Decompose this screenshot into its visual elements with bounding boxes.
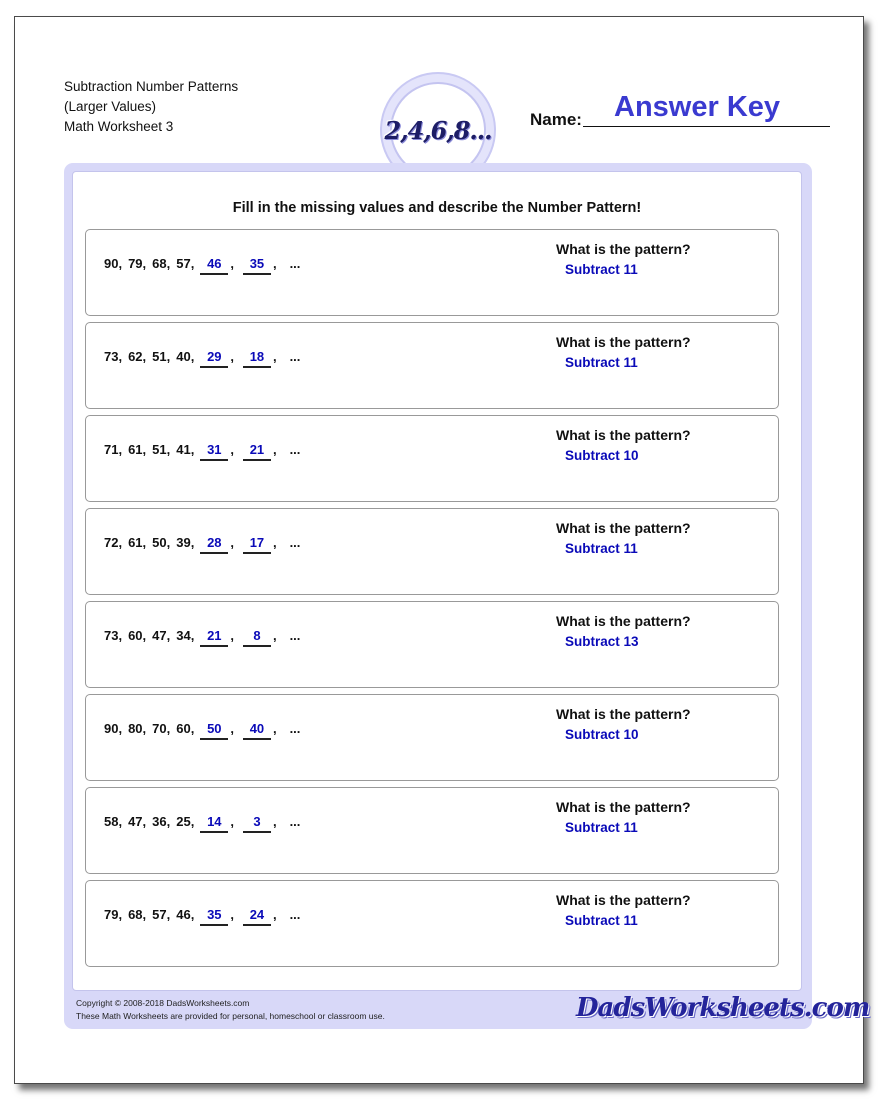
- given-number: 51,: [152, 349, 171, 364]
- given-number: 90,: [104, 256, 123, 271]
- pattern-answer: Subtract 11: [565, 541, 638, 556]
- problem-box: [85, 880, 779, 967]
- comma: ,: [230, 907, 234, 922]
- pattern-question: What is the pattern?: [556, 334, 691, 350]
- number-sequence: [104, 349, 300, 368]
- given-number: 60,: [128, 628, 147, 643]
- given-number: 79,: [104, 907, 123, 922]
- given-number: 71,: [104, 442, 123, 457]
- given-number: 62,: [128, 349, 147, 364]
- ellipsis: ...: [289, 721, 301, 736]
- answer-blank: 28: [200, 535, 228, 554]
- title-line-1: Subtraction Number Patterns: [64, 79, 239, 94]
- answer-blank: 35: [243, 256, 271, 275]
- worksheet-frame: [64, 163, 870, 1029]
- pattern-question: What is the pattern?: [556, 613, 691, 629]
- ellipsis: ...: [289, 535, 301, 550]
- dadsworksheets-logo: DadsWorksheets.com: [576, 993, 870, 1023]
- number-sequence: [104, 256, 300, 275]
- pattern-answer: Subtract 13: [565, 634, 639, 649]
- comma: ,: [230, 442, 234, 457]
- given-number: 73,: [104, 628, 123, 643]
- comma: ,: [272, 349, 277, 364]
- given-number: 70,: [152, 721, 171, 736]
- given-number: 90,: [104, 721, 123, 736]
- pattern-question: What is the pattern?: [556, 892, 691, 908]
- comma: ,: [272, 814, 277, 829]
- given-number: 51,: [152, 442, 171, 457]
- answer-blank: 17: [243, 535, 271, 554]
- given-number: 41,: [176, 442, 195, 457]
- answer-key-label: Answer Key: [614, 91, 781, 123]
- pattern-question: What is the pattern?: [556, 706, 691, 722]
- title-line-3: Math Worksheet 3: [64, 119, 174, 134]
- problem-box: [85, 322, 779, 409]
- ellipsis: ...: [289, 628, 301, 643]
- number-sequence: [104, 628, 300, 647]
- answer-blank: 35: [200, 907, 228, 926]
- problem-box: [85, 508, 779, 595]
- given-number: 25,: [176, 814, 195, 829]
- answer-blank: 3: [243, 814, 271, 833]
- comma: ,: [230, 535, 234, 550]
- given-number: 36,: [152, 814, 171, 829]
- ellipsis: ...: [289, 256, 301, 271]
- answer-blank: 14: [200, 814, 228, 833]
- given-number: 39,: [176, 535, 195, 550]
- badge-text: 2,4,6,8...: [384, 115, 492, 145]
- comma: ,: [272, 721, 277, 736]
- answer-blank: 40: [243, 721, 271, 740]
- name-line: [583, 126, 830, 127]
- given-number: 73,: [104, 349, 123, 364]
- number-sequence: [104, 907, 300, 926]
- given-number: 79,: [128, 256, 147, 271]
- pattern-answer: Subtract 11: [565, 820, 638, 835]
- ellipsis: ...: [289, 814, 301, 829]
- comma: ,: [230, 256, 234, 271]
- pattern-answer: Subtract 10: [565, 727, 639, 742]
- problem-box: [85, 415, 779, 502]
- problems-area: [72, 171, 802, 991]
- given-number: 68,: [152, 256, 171, 271]
- given-number: 57,: [176, 256, 195, 271]
- given-number: 61,: [128, 442, 147, 457]
- ellipsis: ...: [289, 907, 301, 922]
- given-number: 34,: [176, 628, 195, 643]
- pattern-question: What is the pattern?: [556, 799, 691, 815]
- answer-blank: 8: [243, 628, 271, 647]
- copyright-text: Copyright © 2008-2018 DadsWorksheets.com: [76, 998, 250, 1008]
- comma: ,: [272, 256, 277, 271]
- comma: ,: [230, 628, 234, 643]
- name-label: Name:: [530, 110, 582, 129]
- title-line-2: (Larger Values): [64, 99, 157, 114]
- comma: ,: [272, 628, 277, 643]
- given-number: 47,: [152, 628, 171, 643]
- number-sequence: [104, 535, 300, 554]
- comma: ,: [230, 721, 234, 736]
- given-number: 60,: [176, 721, 195, 736]
- given-number: 40,: [176, 349, 195, 364]
- pattern-answer: Subtract 10: [565, 448, 639, 463]
- ellipsis: ...: [289, 442, 301, 457]
- given-number: 47,: [128, 814, 147, 829]
- usage-notice: These Math Worksheets are provided for personal, homeschool or classroom use.: [76, 1011, 385, 1021]
- given-number: 68,: [128, 907, 147, 922]
- given-number: 57,: [152, 907, 171, 922]
- problem-box: [85, 694, 779, 781]
- problem-box: [85, 229, 779, 316]
- given-number: 80,: [128, 721, 147, 736]
- answer-blank: 21: [243, 442, 271, 461]
- instructions: Fill in the missing values and describe the Number Pattern!: [232, 200, 642, 216]
- number-sequence: [104, 814, 300, 833]
- answer-blank: 29: [200, 349, 228, 368]
- answer-blank: 18: [243, 349, 271, 368]
- pattern-answer: Subtract 11: [565, 355, 638, 370]
- pattern-question: What is the pattern?: [556, 520, 691, 536]
- answer-blank: 21: [200, 628, 228, 647]
- comma: ,: [272, 442, 277, 457]
- pattern-question: What is the pattern?: [556, 241, 691, 257]
- worksheet-title: [64, 77, 238, 137]
- answer-blank: 24: [243, 907, 271, 926]
- problem-box: [85, 601, 779, 688]
- given-number: 61,: [128, 535, 147, 550]
- comma: ,: [272, 907, 277, 922]
- pattern-question: What is the pattern?: [556, 427, 691, 443]
- pattern-answer: Subtract 11: [565, 913, 638, 928]
- answer-blank: 31: [200, 442, 228, 461]
- comma: ,: [230, 814, 234, 829]
- number-sequence: [104, 442, 300, 461]
- answer-blank: 50: [200, 721, 228, 740]
- comma: ,: [230, 349, 234, 364]
- comma: ,: [272, 535, 277, 550]
- pattern-answer: Subtract 11: [565, 262, 638, 277]
- problem-box: [85, 787, 779, 874]
- given-number: 72,: [104, 535, 123, 550]
- given-number: 46,: [176, 907, 195, 922]
- answer-blank: 46: [200, 256, 228, 275]
- footer-copyright: [76, 997, 385, 1023]
- given-number: 50,: [152, 535, 171, 550]
- number-sequence: [104, 721, 300, 740]
- given-number: 58,: [104, 814, 123, 829]
- ellipsis: ...: [289, 349, 301, 364]
